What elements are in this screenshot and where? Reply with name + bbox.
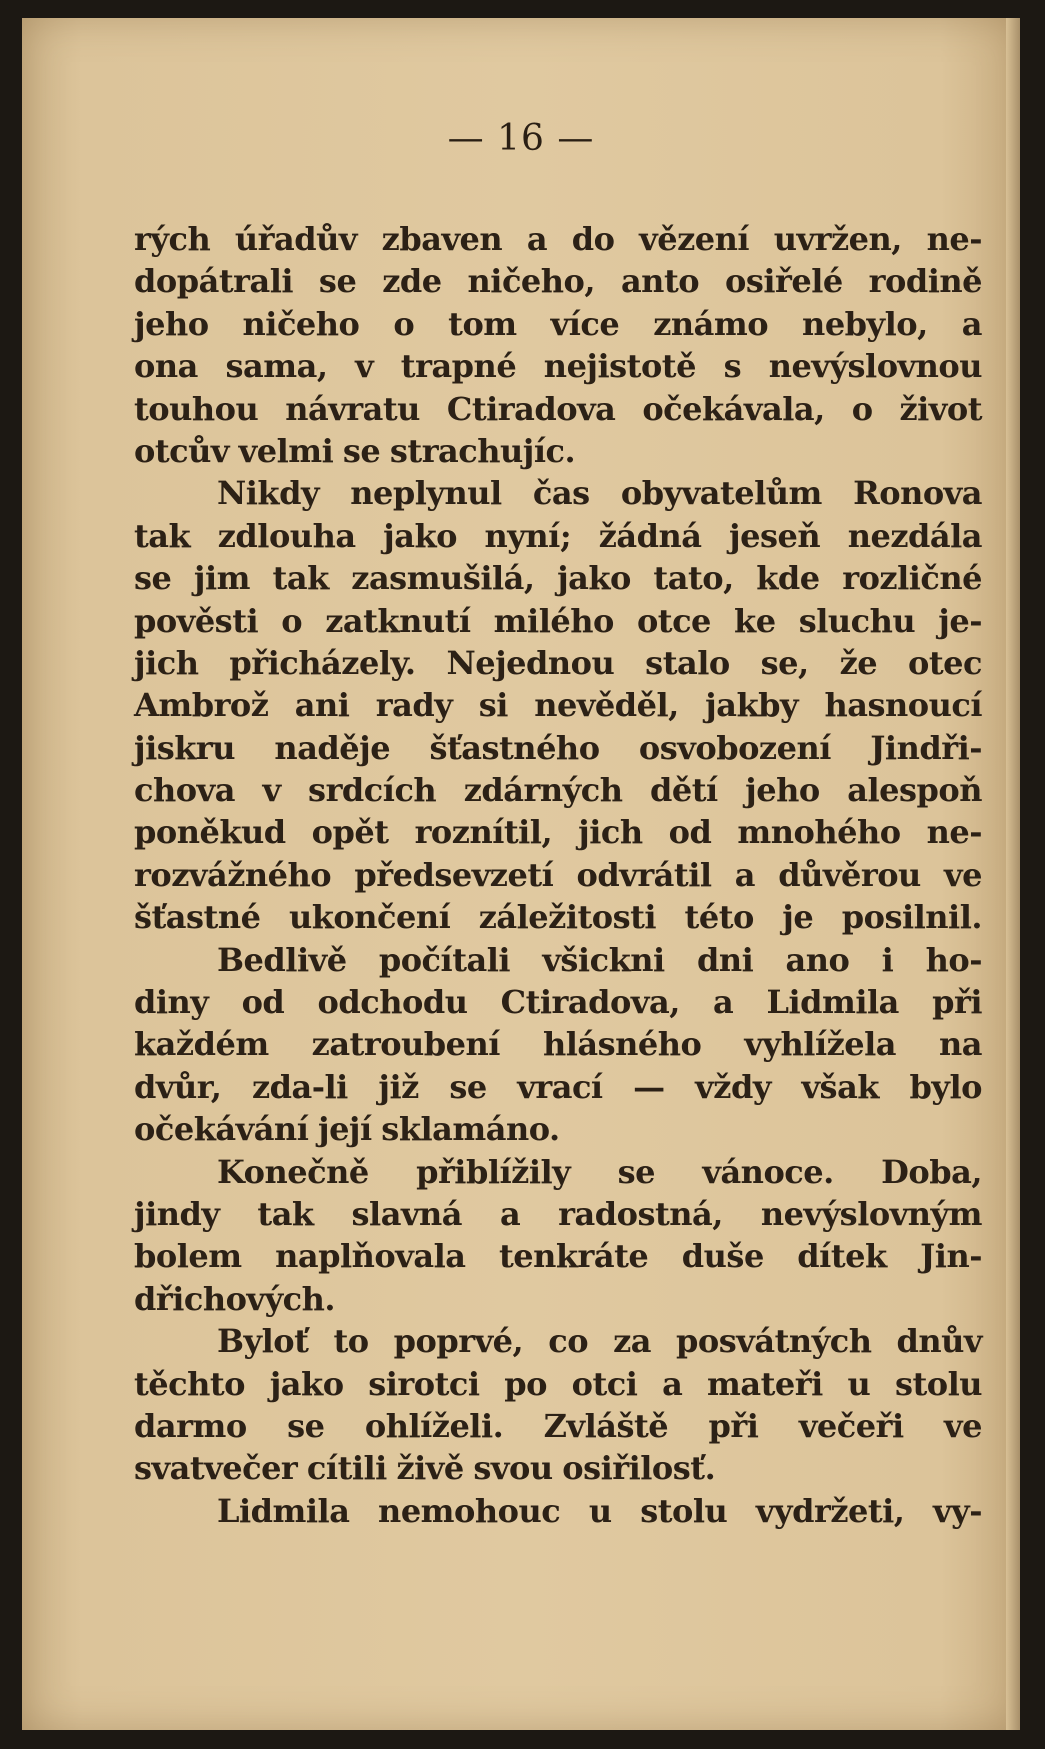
text-line: rozvážného předsevzetí odvrátil a důvěrou ve (134, 855, 982, 894)
text-line: ona sama, v trapné nejistotě s nevýslovnou (134, 347, 982, 386)
text-line: Bedlivě počítali všickni dni ano i ho- (217, 940, 982, 979)
text-line: šťastné ukončení záležitosti této je posilnil. (134, 898, 982, 937)
text-line: dvůr, zda-li již se vrací — vždy však bylo (134, 1067, 982, 1106)
book-page (22, 18, 1020, 1730)
text-line: Konečně přiblížily se vánoce. Doba, (217, 1152, 982, 1191)
text-line: se jim tak zasmušilá, jako tato, kde rozličné (134, 559, 982, 598)
text-line: touhou návratu Ctiradova očekávala, o život (134, 389, 982, 428)
text-line: rých úřadův zbaven a do vězení uvržen, ne- (134, 220, 982, 258)
text-line: otcův velmi se strachujíc. (134, 431, 576, 470)
text-line: Lidmila nemohouc u stolu vydržeti, vy- (217, 1491, 982, 1530)
text-line: těchto jako sirotci po otci a mateři u stolu (134, 1364, 982, 1403)
text-line: darmo se ohlíželi. Zvláště při večeři ve (134, 1406, 982, 1445)
text-line: chova v srdcích zdárných dětí jeho alespoň (134, 771, 982, 810)
text-line: diny od odchodu Ctiradova, a Lidmila při (134, 983, 982, 1022)
text-line: jiskru naděje šťastného osvobození Jindři- (134, 728, 982, 767)
text-line: dřichových. (134, 1279, 336, 1318)
text-line: poněkud opět roznítil, jich od mnohého ne- (134, 813, 982, 852)
body-text (134, 218, 982, 1532)
text-line: jeho ničeho o tom více známo nebylo, a (134, 304, 982, 343)
text-line: jindy tak slavná a radostná, nevýslovným (134, 1194, 982, 1233)
page-spine-shadow (1006, 18, 1020, 1730)
text-line: Nikdy neplynul čas obyvatelům Ronova (217, 474, 982, 513)
text-line: jich přicházely. Nejednou stalo se, že otec (134, 643, 982, 682)
text-line: očekávání její sklamáno. (134, 1110, 560, 1149)
text-line: Ambrož ani rady si nevěděl, jakby hasnoucí (134, 686, 982, 725)
text-line: bolem naplňovala tenkráte duše dítek Jin- (134, 1237, 982, 1276)
text-line: svatvečer cítili živě svou osiřilosť. (134, 1449, 716, 1488)
page-number: — 16 — (447, 118, 595, 159)
text-line: každém zatroubení hlásného vyhlížela na (134, 1025, 982, 1064)
text-line: tak zdlouha jako nyní; žádná jeseň nezdála (134, 516, 982, 555)
text-line: pověsti o zatknutí milého otce ke sluchu je- (134, 601, 982, 640)
text-line: dopátrali se zde ničeho, anto osiřelé rodině (134, 262, 982, 301)
text-line: Byloť to poprvé, co za posvátných dnův (217, 1322, 982, 1361)
